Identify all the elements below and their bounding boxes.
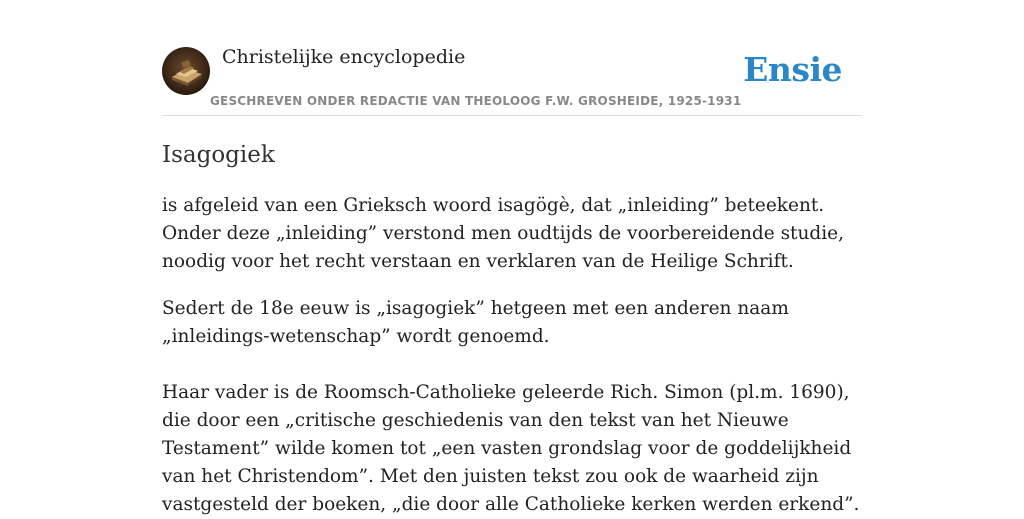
- site-subtitle: GESCHREVEN ONDER REDACTIE VAN THEOLOOG F.W. GROSHEIDE, 1925-1931: [210, 94, 742, 108]
- article-paragraph: Sedert de 18e eeuw is „isagogiek” hetgeen met een anderen naam „inleidings-wetenschap” wordt genoemd.: [162, 298, 789, 347]
- article-title: Isagogiek: [162, 142, 275, 168]
- article-content: [162, 138, 864, 519]
- article-paragraph: Haar vader is de Roomsch-Catholieke geleerde Rich. Simon (pl.m. 1690), die door een „critische geschiedenis van den tekst van het Nieuwe Testament” wilde komen tot „een vasten grondslag voor de goddelijkheid van het Christendom”. Met den juisten tekst zou ook de waarheid zijn vastgesteld der boeken, „die door alle Catholieke kerken werden erkend”.: [162, 382, 860, 515]
- site-header: [162, 44, 862, 116]
- encyclopedia-avatar[interactable]: [162, 47, 210, 95]
- article-paragraph: is afgeleid van een Grieksch woord isagögè, dat „inleiding” beteekent. Onder deze „inleiding” verstond men oudtijds de voorbereidende studie, noodig voor het recht verstaan en verklaren van de Heilige Schrift.: [162, 195, 844, 272]
- site-title-link[interactable]: Christelijke encyclopedie: [222, 46, 466, 68]
- book-photo-icon: [162, 47, 210, 95]
- ensie-logo-link[interactable]: Ensie: [743, 50, 842, 89]
